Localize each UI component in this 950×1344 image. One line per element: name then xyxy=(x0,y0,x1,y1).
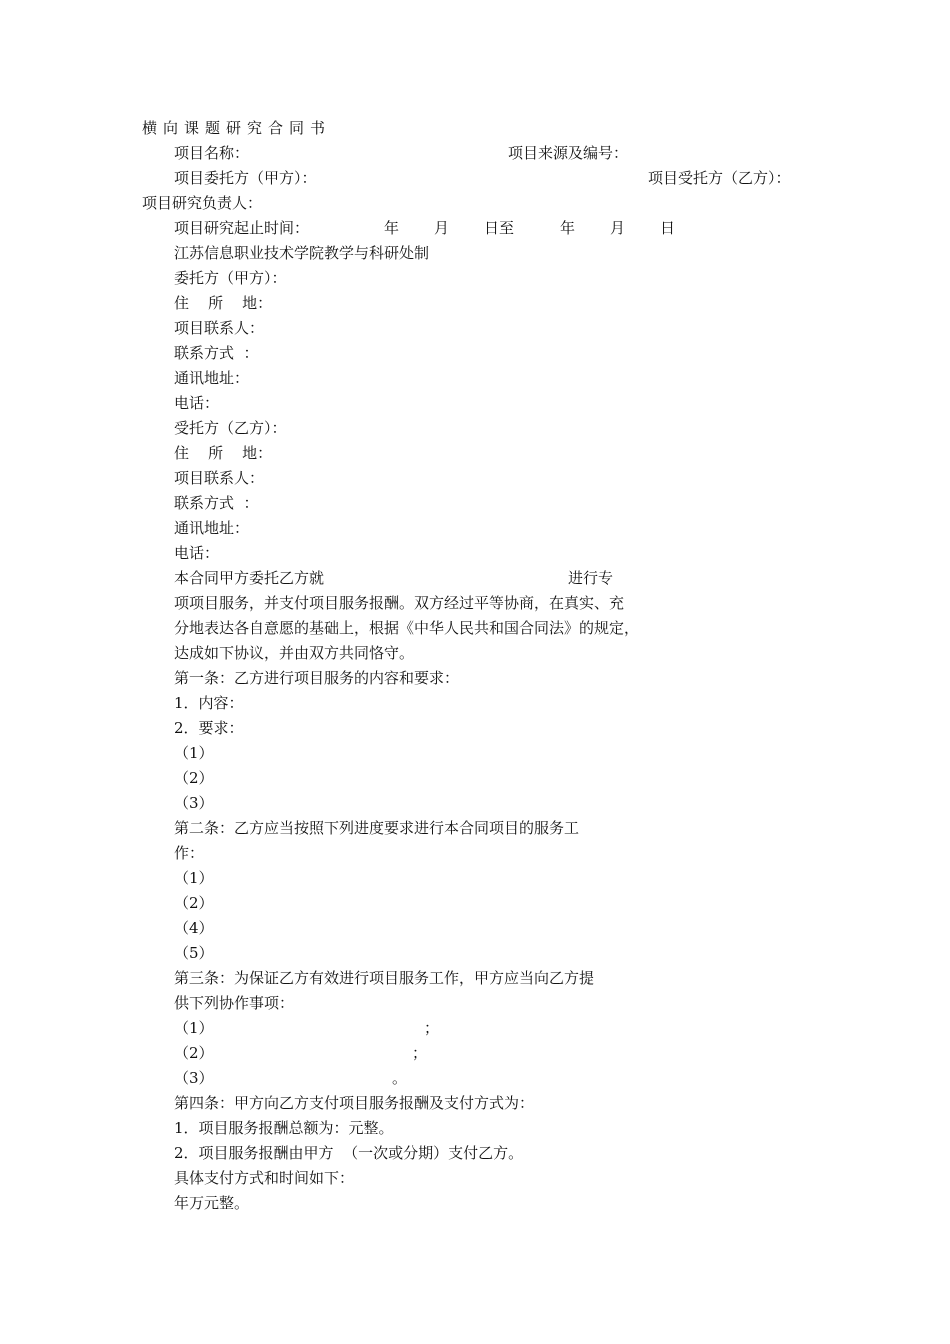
article-2-item: （1） xyxy=(174,869,214,887)
period-day-to: 日至 xyxy=(484,219,515,237)
party-a-phone: 电话： xyxy=(174,394,220,412)
article-2-item: （2） xyxy=(174,894,214,912)
document-title: 横向课题研究合同书 xyxy=(142,119,332,137)
party-b-contact-person: 项目联系人： xyxy=(174,469,265,487)
contractor-label: 项目受托方（乙方）： xyxy=(648,169,791,187)
party-b-phone: 电话： xyxy=(174,544,220,562)
period-year-end: 年 xyxy=(560,219,576,237)
article-2-item: （4） xyxy=(174,919,214,937)
article-2-item: （5） xyxy=(174,944,214,962)
preamble-line-1a: 本合同甲方委托乙方就 xyxy=(174,569,325,587)
article-4-schedule-line: 年万元整。 xyxy=(174,1194,250,1212)
party-a-contact-person: 项目联系人： xyxy=(174,319,265,337)
project-name-label: 项目名称： xyxy=(174,144,250,162)
article-3-item-number: （2） xyxy=(174,1044,214,1062)
period-month-start: 月 xyxy=(434,219,450,237)
article-4-total: 1．项目服务报酬总额为：元整。 xyxy=(174,1119,394,1137)
project-leader-label: 项目研究负责人： xyxy=(142,194,263,212)
article-2-heading-cont: 作： xyxy=(174,844,205,862)
preamble-line-3: 分地表达各自意愿的基础上，根据《中华人民共和国合同法》的规定， xyxy=(174,619,640,637)
article-3-item-end: ； xyxy=(412,1044,428,1062)
party-a-contact-method: 联系方式 ： xyxy=(174,344,259,362)
party-b-address: 住 所 地： xyxy=(174,444,273,462)
article-4-schedule-label: 具体支付方式和时间如下： xyxy=(174,1169,355,1187)
party-b-contact-method: 联系方式 ： xyxy=(174,494,259,512)
article-2-heading: 第二条：乙方应当按照下列进度要求进行本合同项目的服务工 xyxy=(174,819,580,837)
article-4-heading: 第四条：甲方向乙方支付项目服务报酬及支付方式为： xyxy=(174,1094,535,1112)
party-b-heading: 受托方（乙方）： xyxy=(174,419,287,437)
issuer-line: 江苏信息职业技术学院教学与科研处制 xyxy=(174,244,430,262)
article-1-heading: 第一条：乙方进行项目服务的内容和要求： xyxy=(174,669,460,687)
article-3-item-end: ； xyxy=(424,1019,440,1037)
preamble-line-4: 达成如下协议，并由双方共同恪守。 xyxy=(174,644,415,662)
article-1-requirements: 2．要求： xyxy=(174,719,244,737)
party-a-heading: 委托方（甲方）： xyxy=(174,269,287,287)
preamble-line-2: 项项目服务，并支付项目服务报酬。双方经过平等协商，在真实、充 xyxy=(174,594,625,612)
project-period-label: 项目研究起止时间： xyxy=(174,219,310,237)
article-3-heading: 第三条：为保证乙方有效进行项目服务工作，甲方应当向乙方提 xyxy=(174,969,595,987)
period-year-start: 年 xyxy=(384,219,400,237)
period-month-end: 月 xyxy=(610,219,626,237)
project-source-label: 项目来源及编号： xyxy=(508,144,629,162)
article-3-item-number: （3） xyxy=(174,1069,214,1087)
preamble-line-1b: 进行专 xyxy=(568,569,614,587)
article-3-heading-cont: 供下列协作事项： xyxy=(174,994,295,1012)
article-4-payment: 2．项目服务报酬由甲方 （一次或分期）支付乙方。 xyxy=(174,1144,524,1162)
period-day-end: 日 xyxy=(660,219,676,237)
article-3-item-number: （1） xyxy=(174,1019,214,1037)
client-label: 项目委托方（甲方）： xyxy=(174,169,317,187)
article-3-item-end: 。 xyxy=(392,1069,408,1087)
article-1-content: 1．内容： xyxy=(174,694,244,712)
party-a-address: 住 所 地： xyxy=(174,294,273,312)
article-1-item: （1） xyxy=(174,744,214,762)
party-a-mail-address: 通讯地址： xyxy=(174,369,250,387)
party-b-mail-address: 通讯地址： xyxy=(174,519,250,537)
article-1-item: （2） xyxy=(174,769,214,787)
article-1-item: （3） xyxy=(174,794,214,812)
